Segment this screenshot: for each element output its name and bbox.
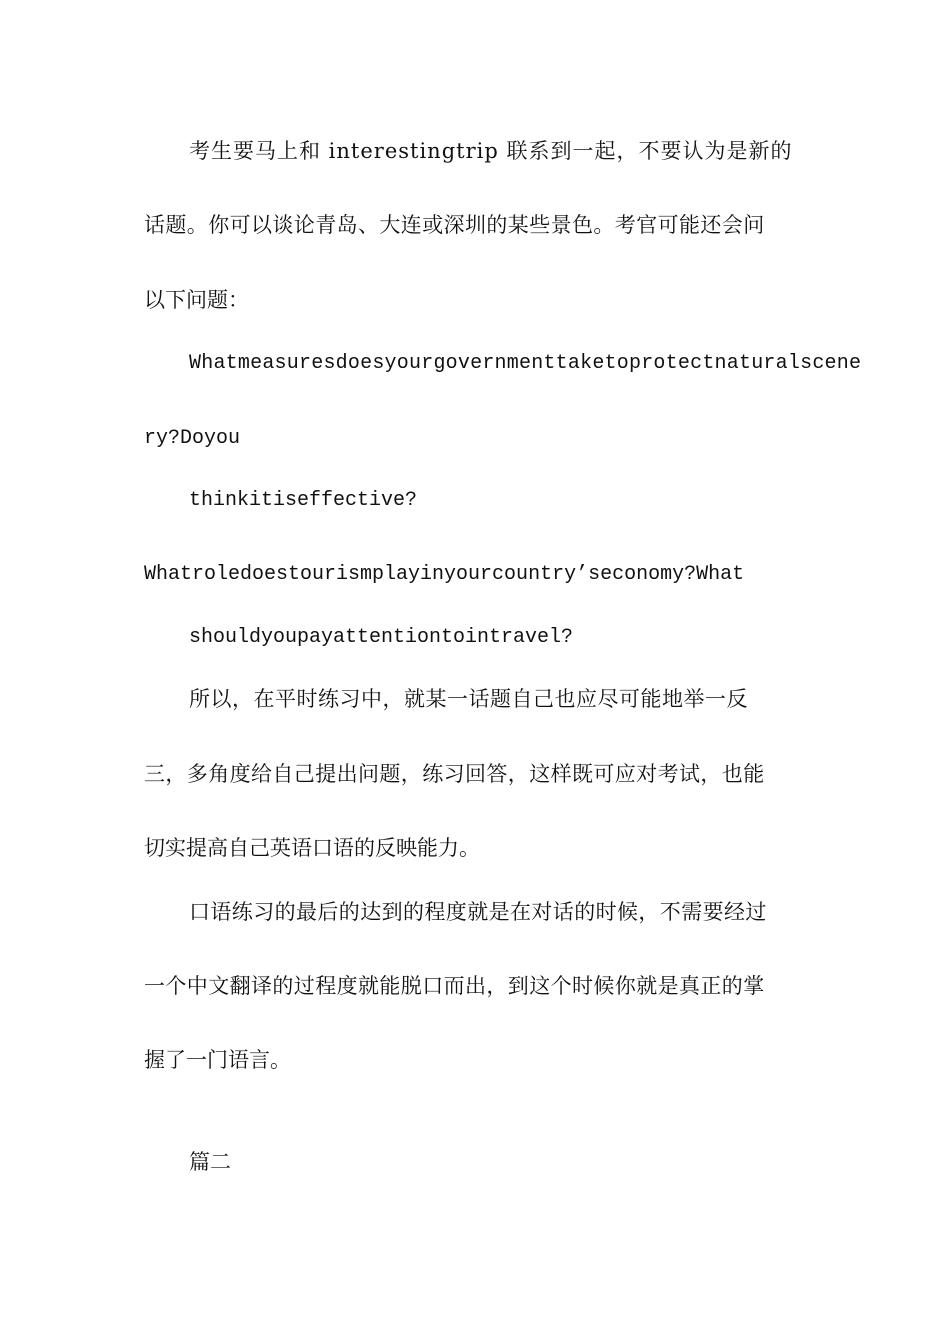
paragraph-line: 一个中文翻译的过程度就能脱口而出，到这个时候你就是真正的掌 bbox=[144, 974, 765, 998]
paragraph-line: Whatmeasuresdoesyourgovernmenttaketoprotectnaturalscene bbox=[189, 352, 862, 375]
paragraph-line: ry?Doyou bbox=[144, 427, 241, 450]
paragraph-line: shouldyoupayattentiontointravel? bbox=[189, 626, 574, 649]
paragraph-line: 口语练习的最后的达到的程度就是在对话的时候，不需要经过 bbox=[189, 900, 767, 924]
paragraph-line: 以下问题： bbox=[144, 288, 249, 312]
paragraph-line: 考生要马上和 interestingtrip 联系到一起，不要认为是新的 bbox=[189, 139, 793, 163]
paragraph-line: thinkitiseffective? bbox=[189, 489, 418, 512]
paragraph-line: 三，多角度给自己提出问题，练习回答，这样既可应对考试，也能 bbox=[144, 762, 765, 786]
paragraph-line: 切实提高自己英语口语的反映能力。 bbox=[144, 836, 480, 860]
section-heading: 篇二 bbox=[189, 1150, 231, 1174]
paragraph-line: Whatroledoestourismplayinyourcountry’seconomy?What bbox=[144, 563, 745, 586]
paragraph-line: 所以，在平时练习中，就某一话题自己也应尽可能地举一反 bbox=[189, 687, 748, 711]
paragraph-line: 握了一门语言。 bbox=[144, 1048, 291, 1072]
paragraph-line: 话题。你可以谈论青岛、大连或深圳的某些景色。考官可能还会问 bbox=[144, 213, 765, 237]
